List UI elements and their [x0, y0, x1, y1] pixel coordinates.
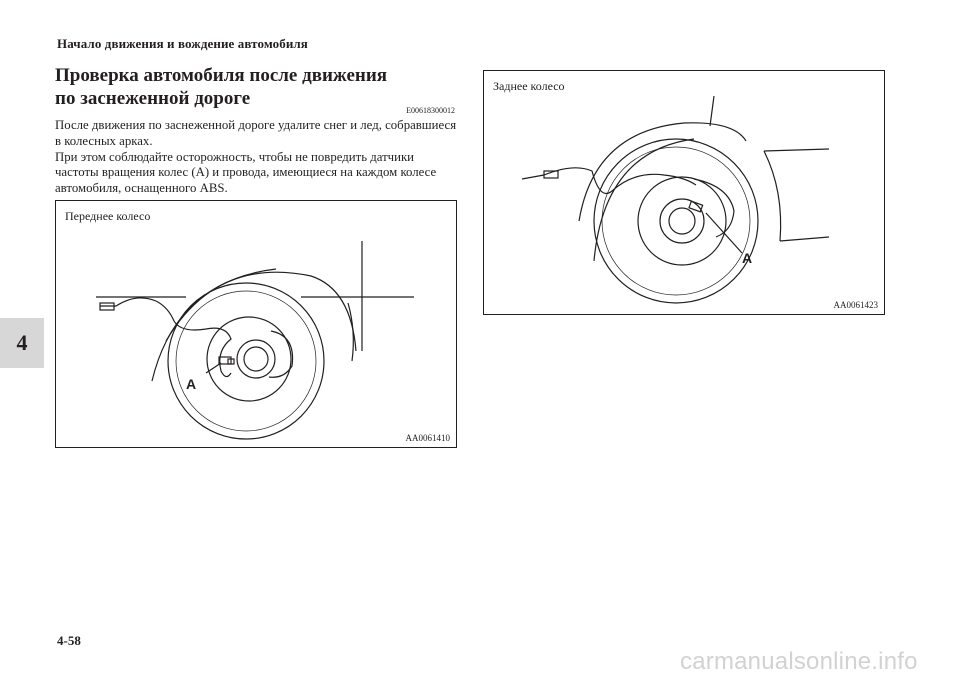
rear-wheel-caption: Заднее колесо	[493, 79, 565, 93]
title-line-2: по заснеженной дороге	[55, 88, 251, 109]
front-wheel-caption: Переднее колесо	[65, 209, 151, 223]
page-number: 4-58	[57, 633, 81, 648]
front-figure-code: AA0061410	[405, 433, 450, 443]
chapter-number: 4	[16, 330, 28, 355]
article-code: E00618300012	[406, 106, 455, 115]
title-line-1: Проверка автомобиля после движения	[55, 65, 388, 86]
paragraph-2: При этом соблюдайте осторожность, чтобы не повредить датчики частоты вращения колес (A) и провода, имеющиеся на каждом колесе автомобиля, оснащенного ABS.	[55, 149, 437, 196]
front-wheel-illustration	[56, 201, 456, 447]
rear-wheel-figure	[483, 70, 885, 315]
rear-figure-code: AA0061423	[833, 300, 878, 310]
chapter-tab	[0, 318, 44, 368]
section-header: Начало движения и вождение автомобиля	[57, 36, 308, 51]
article-title	[55, 64, 387, 110]
article-body	[55, 118, 460, 197]
front-wheel-figure	[55, 200, 457, 448]
front-sensor-label: A	[186, 376, 197, 392]
rear-wheel-illustration	[484, 71, 884, 314]
rear-sensor-label: A	[742, 250, 753, 266]
paragraph-1: После движения по заснеженной дороге удалите снег и лед, собравшиеся в колесных арках.	[55, 118, 457, 148]
watermark-text: carmanualsonline.info	[680, 648, 918, 675]
